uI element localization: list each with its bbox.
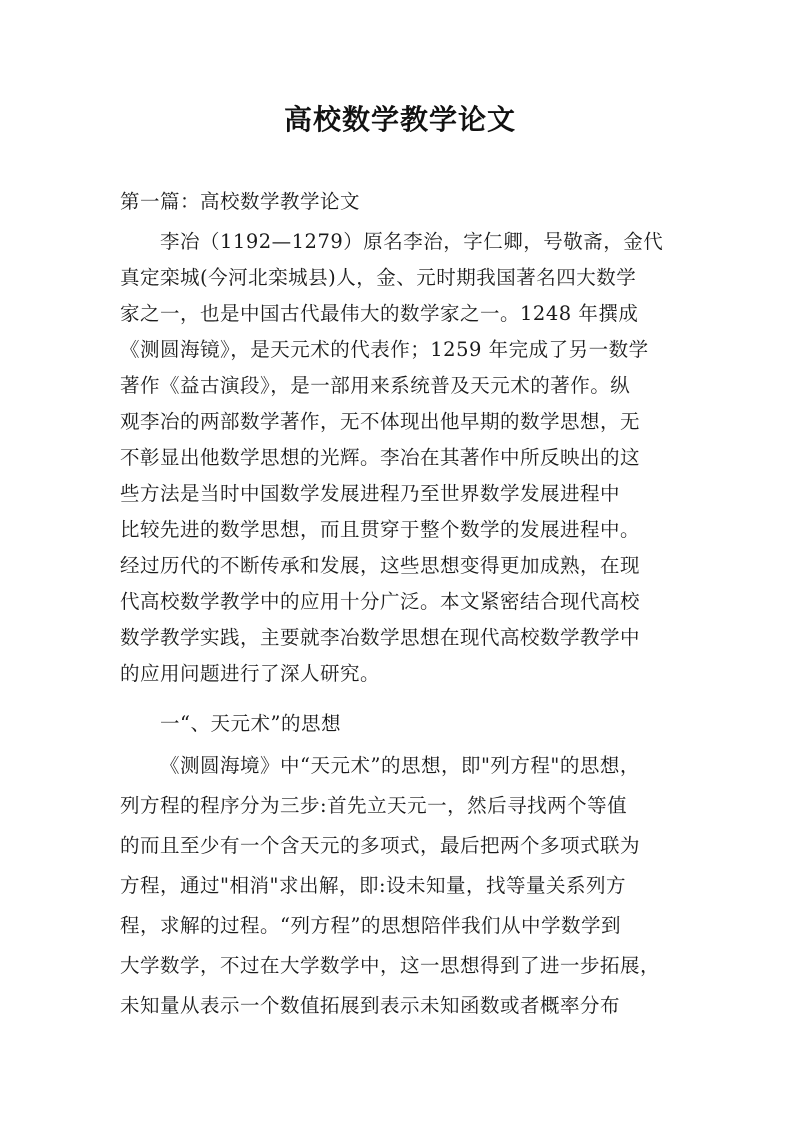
paragraph-line: 家之一，也是中国古代最伟大的数学家之一。1248 年撰成 (120, 302, 639, 325)
paragraph-line: 《测圆海镜》，是天元术的代表作；1259 年完成了另一数学 (120, 338, 649, 361)
paragraph-line: 李冶（1192—1279）原名李治，字仁卿，号敬斋，金代 (160, 230, 664, 253)
paragraph-line: 大学数学，不过在大学数学中，这一思想得到了进一步拓展， (120, 954, 661, 977)
paragraph-line: 程，求解的过程。“列方程”的思想陪伴我们从中学数学到 (120, 914, 621, 937)
paragraph-line: 比较先进的数学思想，而且贯穿于整个数学的发展进程中。 (120, 518, 641, 541)
paragraph-line: 列方程的程序分为三步:首先立天元一，然后寻找两个等值 (120, 794, 628, 817)
paragraph-line: 些方法是当时中国数学发展进程乃至世界数学发展进程中 (120, 482, 621, 505)
section-heading: 第一篇：高校数学教学论文 (120, 190, 361, 213)
paragraph-line: 不彰显出他数学思想的光辉。李冶在其著作中所反映出的这 (120, 446, 641, 469)
paragraph-line: 经过历代的不断传承和发展，这些思想变得更加成熟，在现 (120, 554, 641, 577)
document-title: 高校数学教学论文 (283, 103, 516, 136)
paragraph-line: 的而且至少有一个含天元的多项式，最后把两个多项式联为 (120, 834, 641, 857)
paragraph-line: 方程，通过"相消"求出解，即:设未知量，找等量关系列方 (120, 874, 627, 897)
paragraph-line: 代高校数学教学中的应用十分广泛。本文紧密结合现代高校 (120, 590, 641, 613)
paragraph-line: 著作《益古演段》，是一部用来系统普及天元术的著作。纵 (120, 374, 631, 397)
paragraph-line: 的应用问题进行了深人研究。 (120, 662, 381, 685)
paragraph-line: 《测圆海境》中“天元术”的思想，即"列方程"的思想， (160, 754, 640, 777)
paragraph-line: 未知量从表示一个数值拓展到表示未知函数或者概率分布 (120, 994, 621, 1017)
paragraph-line: 真定栾城(今河北栾城县)人，金、元时期我国著名四大数学 (120, 266, 637, 289)
paragraph-line: 数学教学实践，主要就李冶数学思想在现代高校数学教学中 (120, 626, 641, 649)
subsection-heading: 一“、天元术”的思想 (160, 712, 341, 735)
paragraph-line: 观李冶的两部数学著作，无不体现出他早期的数学思想，无 (120, 410, 641, 433)
